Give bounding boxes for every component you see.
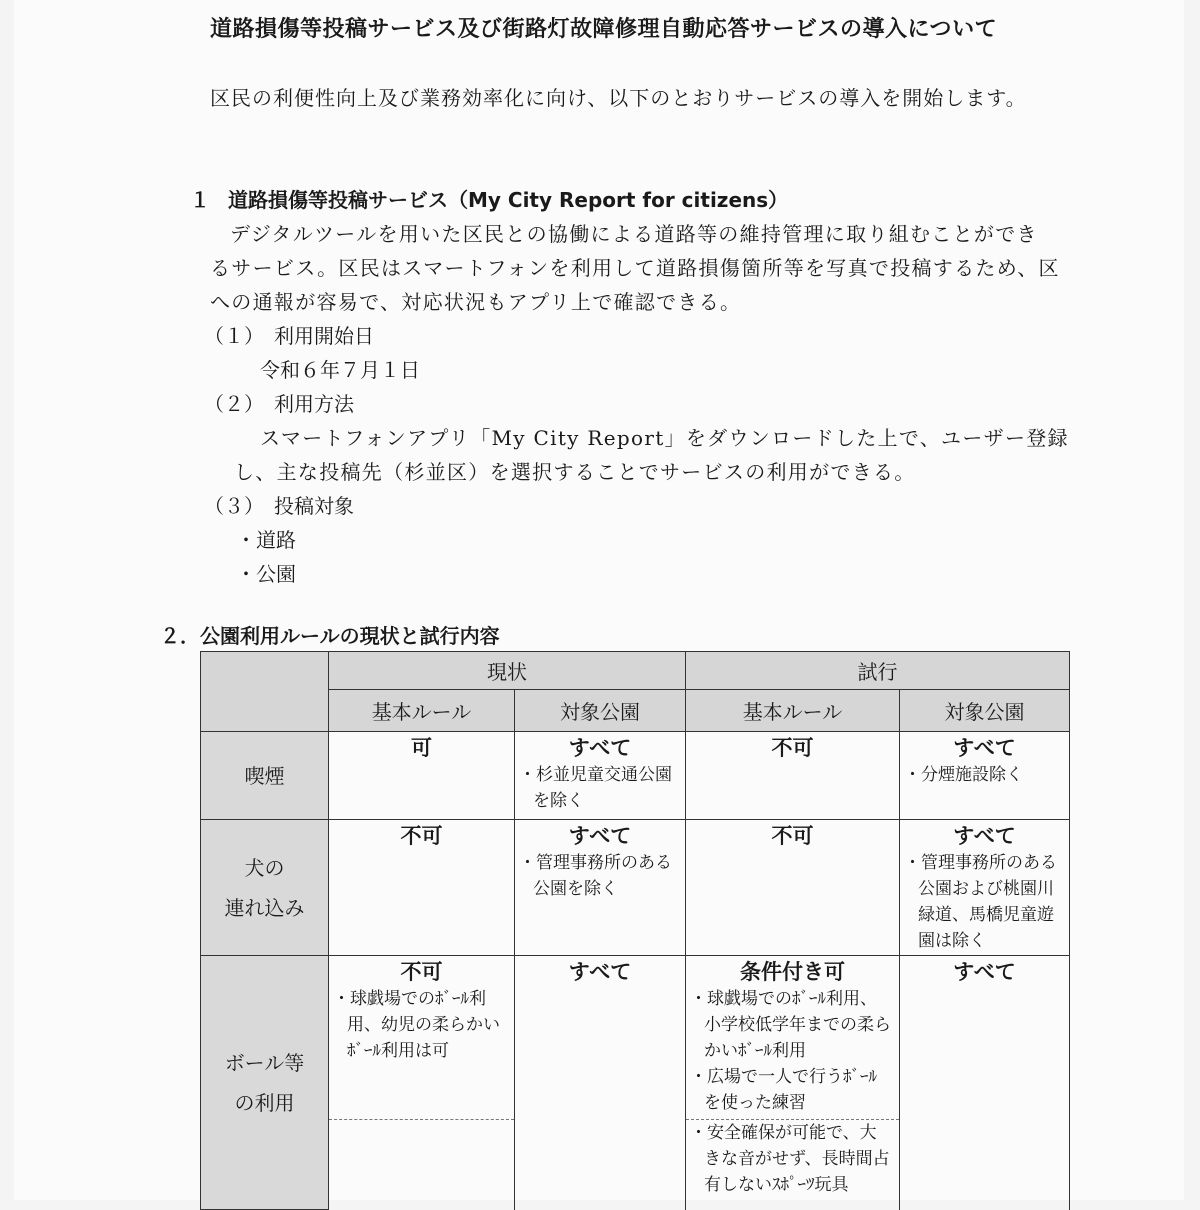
note: ・分煙施設除く <box>904 765 1023 785</box>
note: ・安全確保が可能で、大きな音がせず、長時間占有しないｽﾎﾟｰﾂ玩具 <box>690 1123 890 1195</box>
cell-ball-trial-parks: すべて <box>900 956 1070 1210</box>
note: ・球戯場でのﾎﾞｰﾙ利用、小学校低学年までの柔らかいﾎﾞｰﾙ利用 <box>690 989 891 1061</box>
cell-ball-current-rule: 不可 ・球戯場でのﾎﾞｰﾙ利用、幼児の柔らかいﾎﾞｰﾙ利用は可 <box>329 956 515 1120</box>
table-row <box>201 956 1070 1120</box>
cell-smoking-trial-rule: 不可 <box>686 732 900 820</box>
row-label-ball-use: ボール等 の利用 <box>201 956 329 1210</box>
header-trial: 試行 <box>686 652 1070 690</box>
header-current: 現状 <box>329 652 686 690</box>
cell-smoking-current-rule: 可 <box>329 732 515 820</box>
section1-title: 道路損傷等投稿サービス（My City Report for citizens） <box>228 188 789 212</box>
note: ・管理事務所のある公園を除く <box>519 853 672 899</box>
item3-label: （３） 投稿対象 <box>204 494 354 518</box>
table-group-header-row <box>201 652 1070 690</box>
note: ・球戯場でのﾎﾞｰﾙ利用、幼児の柔らかいﾎﾞｰﾙ利用は可 <box>333 989 500 1061</box>
cell-dogs-trial-parks: すべて ・管理事務所のある公園および桃園川緑道、馬橋児童遊園は除く <box>900 820 1070 956</box>
row-label-dogs: 犬の 連れ込み <box>201 820 329 956</box>
row-label-smoking: 喫煙 <box>201 732 329 820</box>
cell-dogs-current-rule: 不可 <box>329 820 515 956</box>
section1-body-line-1: デジタルツールを用いた区民との協働による道路等の維持管理に取り組むことができ <box>230 222 1038 246</box>
cell-dogs-current-parks: すべて ・管理事務所のある公園を除く <box>515 820 686 956</box>
document-title: 道路損傷等投稿サービス及び街路灯故障修理自動応答サービスの導入について <box>210 17 998 42</box>
section1-body-line-2: るサービス。区民はスマートフォンを利用して道路損傷箇所等を写真で投稿するため、区 <box>210 256 1060 280</box>
cell-dogs-trial-rule: 不可 <box>686 820 900 956</box>
table-row <box>201 732 1070 820</box>
table-row <box>201 820 1070 956</box>
cell-ball-trial-rule-cont <box>686 1120 900 1210</box>
note: ・管理事務所のある公園および桃園川緑道、馬橋児童遊園は除く <box>904 853 1057 951</box>
cell-ball-current-rule-cont <box>329 1120 515 1210</box>
note: ・杉並児童交通公園を除く <box>519 765 672 811</box>
section2-heading: ２．公園利用ルールの現状と試行内容 <box>160 624 500 648</box>
note: ・広場で一人で行うﾎﾞｰﾙを使った練習 <box>690 1067 877 1113</box>
item2-label: （２） 利用方法 <box>204 392 354 416</box>
cell-ball-trial-rule: 条件付き可 ・球戯場でのﾎﾞｰﾙ利用、小学校低学年までの柔らかいﾎﾞｰﾙ利用 ・広場で一人で行うﾎﾞｰﾙを使った練習 <box>686 956 900 1120</box>
table-sub-header-row <box>201 690 1070 732</box>
header-current-basic-rule: 基本ルール <box>329 690 515 732</box>
intro-text: 区民の利便性向上及び業務効率化に向け、以下のとおりサービスの導入を開始します。 <box>210 86 1027 110</box>
document-page <box>14 0 1184 1200</box>
cell-smoking-current-parks: すべて ・杉並児童交通公園を除く <box>515 732 686 820</box>
header-trial-target-parks: 対象公園 <box>900 690 1070 732</box>
item3-target-road: ・道路 <box>236 528 296 552</box>
item2-line-2: し、主な投稿先（杉並区）を選択することでサービスの利用ができる。 <box>234 460 916 484</box>
header-current-target-parks: 対象公園 <box>515 690 686 732</box>
item3-target-park: ・公園 <box>236 562 296 586</box>
item1-label: （１） 利用開始日 <box>204 324 374 348</box>
park-rules-table <box>200 651 1070 1210</box>
table-corner-cell <box>201 652 329 732</box>
section1-heading <box>190 184 788 213</box>
header-trial-basic-rule: 基本ルール <box>686 690 900 732</box>
section1-number: １ <box>190 188 210 212</box>
section1-body-line-3: への通報が容易で、対応状況もアプリ上で確認できる。 <box>210 290 742 314</box>
cell-ball-current-parks: すべて <box>515 956 686 1210</box>
cell-smoking-trial-parks: すべて ・分煙施設除く <box>900 732 1070 820</box>
item2-line-1: スマートフォンアプリ「My City Report」をダウンロードした上で、ユーザー登録 <box>260 426 1069 450</box>
item1-value: 令和６年７月１日 <box>260 358 420 382</box>
